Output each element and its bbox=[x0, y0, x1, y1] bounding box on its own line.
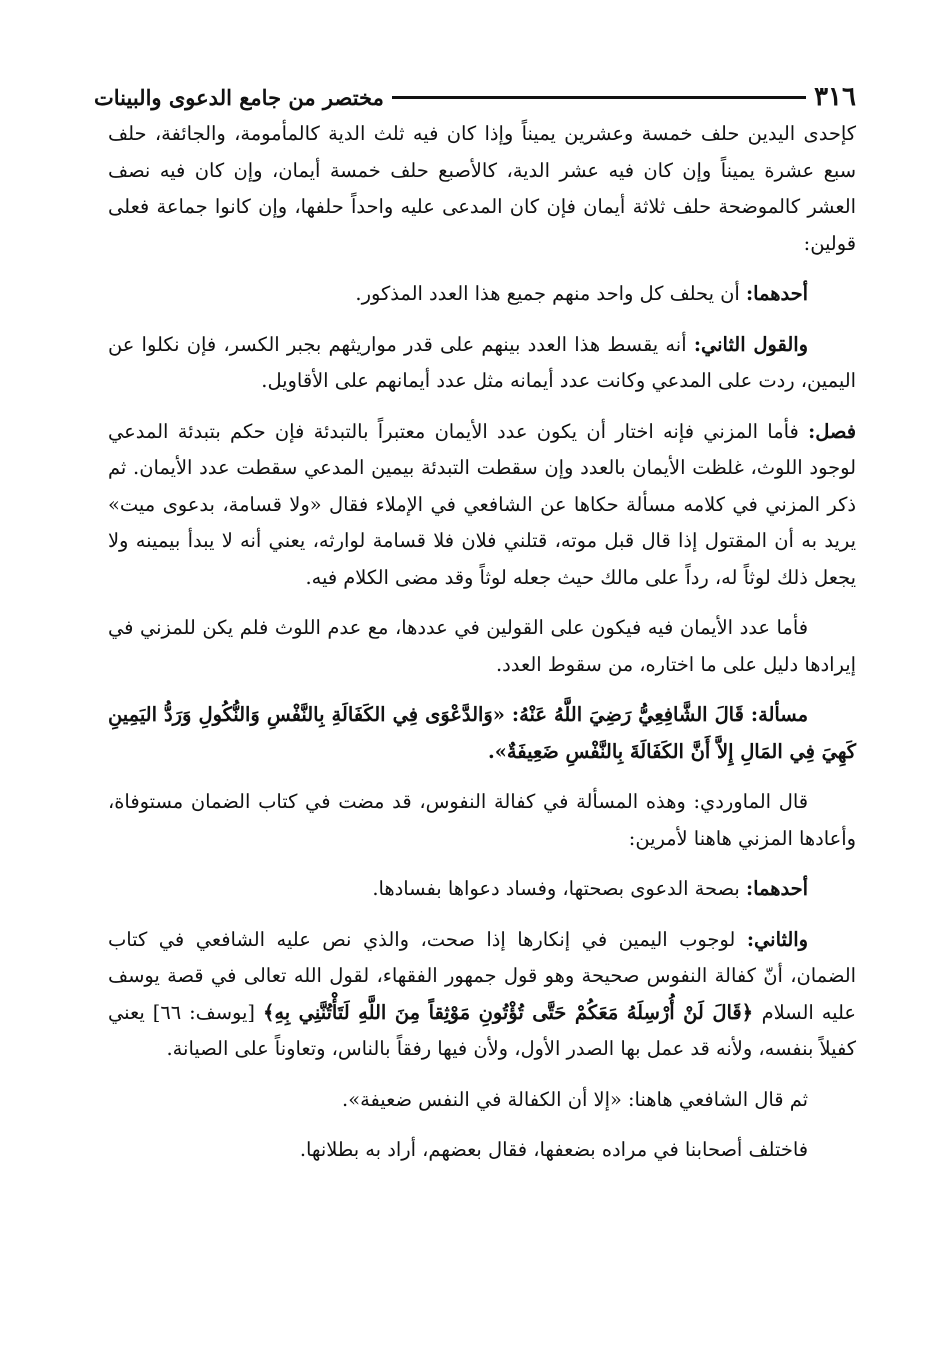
paragraph bbox=[108, 414, 856, 597]
paragraph-text: كإحدى اليدين حلف خمسة وعشرين يميناً وإذا كان فيه ثلث الدية كالمأمومة، والجائفة، حلف سبع عشرة يميناً وإن كان فيه عشر الدية، كالأصبع حلف خمسة أيمان، وإن كان فيه نصف العشر كالموضحة حلف ثلاثة أيمان فإن كان المدعى عليه واحداً حلفها، وإن كانوا جماعة فعلى قولين: bbox=[108, 122, 856, 255]
paragraph-lead: أحدهما: bbox=[745, 877, 808, 900]
paragraph-lead: والثاني: bbox=[746, 927, 808, 951]
paragraph bbox=[108, 116, 856, 262]
paragraph-text: فأما عدد الأيمان فيه فيكون على القولين في عددها، مع عدم اللوث فلم يكن للمزني في إيرادها دليل على ما اختاره، من سقوط العدد. bbox=[108, 616, 856, 676]
paragraph bbox=[108, 610, 856, 683]
paragraph bbox=[108, 1082, 856, 1119]
paragraph-text: فاختلف أصحابنا في مراده بضعفها، فقال بعضهم، أراد به بطلانها. bbox=[299, 1138, 808, 1161]
paragraph-lead: والقول الثاني: bbox=[693, 332, 808, 356]
paragraph-text: أن يحلف كل واحد منهم جميع هذا العدد المذكور. bbox=[355, 282, 746, 305]
paragraph bbox=[108, 922, 856, 1068]
paragraph-lead: فصل: bbox=[808, 419, 856, 443]
paragraph bbox=[108, 1132, 856, 1169]
header-rule bbox=[392, 96, 806, 99]
paragraph bbox=[108, 784, 856, 857]
paragraph bbox=[108, 871, 856, 908]
paragraph bbox=[108, 327, 856, 400]
paragraph-text: لوجوب اليمين في إنكارها إذا صحت، والذي نص عليه الشافعي في كتاب الضمان، أنّ كفالة النفوس صحيحة وهو قول جمهور الفقهاء، لقول الله تعالى في قصة يوسف عليه السلام bbox=[108, 927, 856, 1024]
paragraph-lead: أحدهما: bbox=[745, 282, 808, 305]
paragraph-text: رَضِيَ اللَّهُ عَنْهُ: «وَالدَّعْوَى فِي الكَفَالَةِ بِالنَّفْسِ وَالنُّكُولِ وَرَدُّ اليَمِينِ كَهِيَ فِي المَالِ إِلاَّ أَنَّ الكَفَالَةَ بِالنَّفْسِ ضَعِيفَةٌ». bbox=[108, 703, 856, 763]
running-title: مختصر من جامع الدعوى والبينات bbox=[94, 84, 384, 110]
paragraph-lead: مسألة: قَالَ الشَّافِعِيُّ bbox=[638, 703, 808, 726]
paragraph-text: بصحة الدعوى بصحتها، وفساد دعواها بفسادها. bbox=[372, 877, 746, 900]
paragraph-text-tail: [يوسف: ٦٦] يعني كفيلاً بنفسه، ولأنه قد عمل بها الصدر الأول، ولأن فيها رفقاً بالناس، وتعاوناً على الصيانة. bbox=[108, 1000, 856, 1060]
page-number: ٣١٦ bbox=[814, 82, 856, 112]
paragraph bbox=[108, 697, 856, 770]
paragraph-text: ثم قال الشافعي هاهنا: «إلا أن الكفالة في النفس ضعيفة». bbox=[342, 1087, 808, 1111]
paragraph bbox=[108, 276, 856, 313]
page-header bbox=[94, 80, 856, 114]
page-body bbox=[108, 116, 856, 1169]
quran-verse: ﴿قَالَ لَنْ أُرْسِلَهُ مَعَكُمْ حَتَّى تُؤْتُونِ مَوْثِقاً مِنَ اللَّهِ لَتَأْتُنَّنِي بِهِ﴾ bbox=[262, 1000, 762, 1024]
paragraph-text: فأما المزني فإنه اختار أن يكون عدد الأيمان معتبراً بالتبدئة فإن حكم بتبدئة المدعي لوجود اللوث، غلظت الأيمان بالعدد وإن سقطت التبدئة بيمين المدعي سقطت عدد الأيمان. ثم ذكر المزني في كلامه مسألة حكاها عن الشافعي في الإملاء فقال «ولا قسامة، بدعوى ميت» يريد به أن المقتول إذا قال قبل موته، قتلني فلان فلا قسامة لوارثه، يعني أنه لا يبدأ بيمينه ولا يجعل ذلك لوثاً له، رداً على مالك حيث جعله لوثاً وقد مضى الكلام فيه. bbox=[108, 419, 856, 589]
paragraph-text: أنه يقسط هذا العدد بينهم على قدر مواريثهم بجبر الكسر، فإن نكلوا عن اليمين، ردت على المدعي وكانت عدد أيمانه مثل عدد أيمانهم على الأقاويل. bbox=[108, 332, 856, 392]
paragraph-text: قال الماوردي: وهذه المسألة في كفالة النفوس، قد مضت في كتاب الضمان مستوفاة، وأعادها المزني هاهنا لأمرين: bbox=[108, 790, 856, 850]
